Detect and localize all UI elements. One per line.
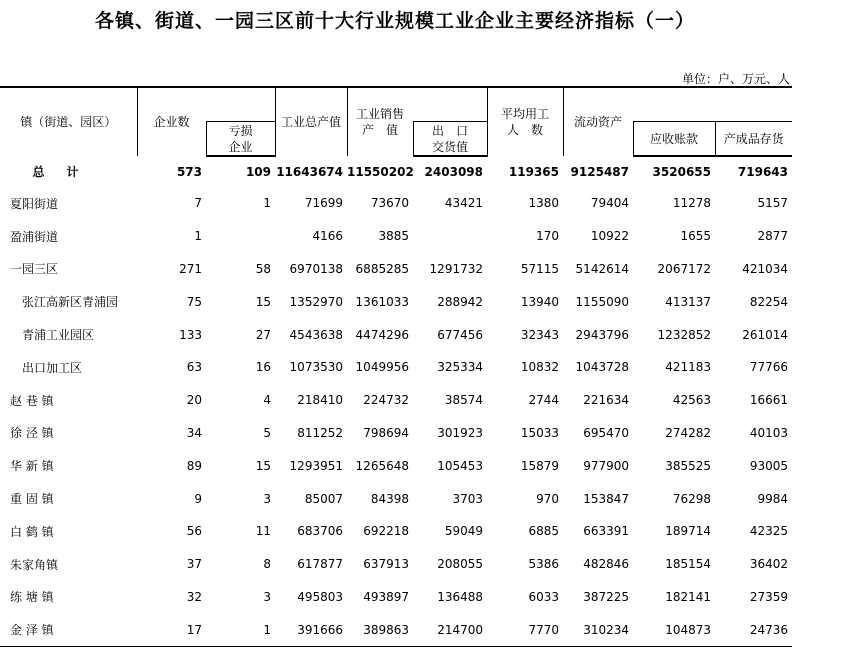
cell-loss: [206, 220, 275, 253]
cell-output: 391666: [275, 613, 347, 646]
cell-inventory: 16661: [749, 393, 788, 408]
cell-town-name: 出口加工区: [22, 360, 83, 375]
cell-loss: 4: [263, 393, 271, 408]
cell-sales: 3885: [378, 229, 409, 244]
cell-current-assets: 310234: [563, 613, 633, 646]
header-export: [413, 122, 487, 157]
cell-sales: 6885285: [355, 261, 409, 276]
cell-receivables: 413137: [665, 294, 711, 309]
cell-enterprises: 7: [194, 196, 202, 211]
cell-output: 85007: [304, 491, 343, 506]
indicator-table: [0, 86, 792, 647]
header-loss-line2: 企业: [228, 139, 253, 154]
cell-sales: 692218: [363, 524, 409, 539]
cell-enterprises: 75: [186, 294, 202, 309]
cell-town-name: 金 泽 镇: [0, 613, 137, 646]
cell-enterprises: 133: [179, 327, 202, 342]
table-row: [0, 548, 792, 581]
header-employees: [487, 87, 563, 156]
cell-inventory: 77766: [749, 360, 788, 375]
cell-receivables: 385525: [665, 458, 711, 473]
cell-current-assets: 977900: [583, 458, 629, 473]
header-inventory: 产成品存货: [715, 122, 792, 157]
cell-sales: 798694: [363, 425, 409, 440]
cell-sales: 1049956: [355, 360, 409, 375]
cell-receivables: 2067172: [657, 261, 711, 276]
cell-inventory: 5157: [757, 196, 788, 211]
cell-loss: 1: [206, 613, 275, 646]
cell-inventory: 719643: [737, 165, 788, 179]
cell-receivables: 76298: [672, 491, 711, 506]
cell-enterprises: 89: [186, 458, 202, 473]
cell-town-name: 盈浦街道: [10, 229, 59, 244]
cell-employees: 5386: [528, 557, 559, 572]
cell-employees: 6033: [528, 589, 559, 604]
cell-employees: 6885: [528, 524, 559, 539]
cell-town-name: 重 固 镇: [10, 492, 54, 507]
cell-export: 59049: [444, 524, 483, 539]
cell-sales: 4474296: [355, 327, 409, 342]
cell-receivables: 11278: [672, 196, 711, 211]
cell-output: 811252: [297, 425, 343, 440]
header-output: 工业总产值: [275, 87, 347, 156]
cell-receivables: 1232852: [657, 327, 711, 342]
cell-inventory: 421034: [742, 261, 788, 276]
cell-inventory: 82254: [749, 294, 788, 309]
table-row: [0, 187, 792, 220]
cell-loss: 11: [255, 524, 271, 539]
cell-enterprises: 9: [194, 491, 202, 506]
cell-town-name: 朱家角镇: [10, 557, 59, 572]
header-sales-line1: 工业销售: [355, 107, 404, 121]
cell-export: 38574: [444, 393, 483, 408]
cell-export: 288942: [437, 294, 483, 309]
cell-enterprises: 573: [176, 164, 202, 179]
cell-town-name: 白 鹤 镇: [10, 524, 54, 539]
cell-loss: 8: [263, 557, 271, 572]
header-loss: [206, 122, 275, 157]
header-export-line1: 出 口: [431, 123, 468, 138]
cell-loss: 1: [263, 196, 271, 211]
cell-enterprises: 17: [137, 613, 206, 646]
cell-export: 105453: [437, 458, 483, 473]
header-enterprises: 企业数: [137, 87, 206, 156]
cell-receivables: 421183: [665, 360, 711, 375]
cell-current-assets: 695470: [583, 425, 629, 440]
cell-inventory: 42325: [749, 524, 788, 539]
cell-enterprises: 1: [194, 229, 202, 244]
header-employees-line1: 平均用工: [500, 107, 549, 121]
cell-export: 301923: [437, 425, 483, 440]
header-inventory-spacer: [715, 87, 792, 122]
cell-output: 1073530: [289, 360, 343, 375]
cell-export: 43421: [444, 196, 483, 211]
cell-current-assets: 79404: [590, 196, 629, 211]
total-row: [0, 156, 792, 187]
cell-output: 11643674: [276, 164, 343, 179]
table-row: [0, 515, 792, 548]
header-loss-spacer: [206, 87, 275, 122]
cell-loss: 58: [255, 261, 271, 276]
table-row: [0, 318, 792, 351]
cell-loss: 109: [245, 165, 271, 179]
table-row: [0, 449, 792, 482]
cell-sales: 1265648: [355, 458, 409, 473]
header-sales: [347, 87, 413, 156]
cell-current-assets: 153847: [583, 491, 629, 506]
cell-current-assets: 663391: [583, 524, 629, 539]
cell-town-name: 张江高新区青浦园: [22, 295, 119, 310]
cell-employees: 13940: [520, 294, 559, 309]
table-row: [0, 351, 792, 384]
unit-label: 单位：户、万元、人: [681, 72, 790, 86]
cell-sales: 493897: [363, 589, 409, 604]
cell-current-assets: 221634: [583, 393, 629, 408]
cell-town-name: 华 新 镇: [10, 459, 54, 474]
header-export-spacer: [413, 87, 487, 122]
cell-sales: 224732: [363, 393, 409, 408]
report-title: 各镇、街道、一园三区前十大行业规模工业企业主要经济指标（一）: [94, 10, 695, 32]
cell-receivables: 189714: [665, 524, 711, 539]
header-receivables-spacer: [633, 87, 715, 122]
cell-export: [413, 220, 487, 253]
cell-export: 214700: [413, 613, 487, 646]
cell-export: 208055: [437, 557, 483, 572]
cell-loss: 15: [255, 294, 271, 309]
header-current-assets: 流动资产: [563, 87, 633, 156]
cell-output: 495803: [297, 589, 343, 604]
cell-current-assets: 1043728: [575, 360, 629, 375]
cell-sales: 1361033: [355, 294, 409, 309]
cell-export: 2403098: [424, 165, 483, 179]
cell-current-assets: 482846: [583, 557, 629, 572]
cell-town-name: 徐 泾 镇: [10, 426, 54, 441]
cell-export: 1291732: [429, 261, 483, 276]
table-row: [0, 581, 792, 614]
cell-employees: 970: [536, 491, 559, 506]
cell-sales: 637913: [363, 557, 409, 572]
cell-output: 218410: [297, 393, 343, 408]
cell-current-assets: 10922: [590, 229, 629, 244]
cell-employees: 7770: [487, 613, 563, 646]
header-sales-line2: 产 值: [361, 123, 398, 137]
total-label: 总计: [32, 165, 101, 179]
cell-output: 1352970: [289, 294, 343, 309]
cell-enterprises: 271: [179, 261, 202, 276]
cell-output: 683706: [297, 524, 343, 539]
cell-town-name: 赵 巷 镇: [10, 393, 54, 408]
cell-receivables: 42563: [672, 393, 711, 408]
cell-sales: 11550202: [347, 164, 414, 179]
header-receivables: 应收账款: [633, 122, 715, 157]
cell-receivables: 104873: [633, 613, 715, 646]
cell-enterprises: 37: [186, 557, 202, 572]
cell-output: 617877: [297, 557, 343, 572]
table-row: [0, 417, 792, 450]
header-town: 镇（街道、园区）: [0, 87, 137, 156]
cell-sales: 73670: [370, 196, 409, 211]
cell-output: 6970138: [289, 261, 343, 276]
cell-enterprises: 32: [186, 589, 202, 604]
cell-town-name: 青浦工业园区: [22, 328, 95, 343]
cell-inventory: 9984: [757, 491, 788, 506]
cell-loss: 16: [255, 360, 271, 375]
cell-current-assets: 387225: [583, 589, 629, 604]
cell-employees: 57115: [520, 261, 559, 276]
cell-sales: 389863: [347, 613, 413, 646]
cell-receivables: 182141: [665, 589, 711, 604]
cell-export: 136488: [437, 589, 483, 604]
cell-town-name: 一园三区: [10, 262, 59, 277]
cell-employees: 15033: [520, 425, 559, 440]
cell-output: 1293951: [289, 458, 343, 473]
cell-receivables: 185154: [665, 557, 711, 572]
cell-export: 3703: [452, 491, 483, 506]
cell-employees: 170: [536, 229, 559, 244]
table-body: [0, 156, 792, 647]
header-loss-line1: 亏损: [228, 123, 253, 138]
cell-inventory: 36402: [749, 557, 788, 572]
table-row: [0, 285, 792, 318]
cell-enterprises: 20: [186, 393, 202, 408]
cell-current-assets: 5142614: [575, 261, 629, 276]
cell-employees: 15879: [520, 458, 559, 473]
cell-employees: 32343: [520, 327, 559, 342]
cell-current-assets: 9125487: [570, 164, 629, 179]
table-row: [0, 384, 792, 417]
cell-loss: 5: [263, 425, 271, 440]
cell-loss: 15: [255, 458, 271, 473]
cell-inventory: 261014: [742, 327, 788, 342]
cell-inventory: 24736: [715, 613, 792, 646]
table-row: [0, 613, 792, 646]
cell-export: 325334: [437, 360, 483, 375]
cell-employees: 1380: [528, 196, 559, 211]
table-row: [0, 253, 792, 286]
cell-receivables: 3520655: [652, 165, 711, 179]
cell-inventory: 2877: [757, 229, 788, 244]
table-header: [0, 87, 792, 156]
cell-loss: 3: [263, 589, 271, 604]
cell-export: 677456: [437, 327, 483, 342]
cell-enterprises: 56: [186, 524, 202, 539]
cell-receivables: 274282: [665, 425, 711, 440]
cell-output: 4543638: [289, 327, 343, 342]
cell-output: 4166: [312, 229, 343, 244]
cell-sales: 84398: [370, 491, 409, 506]
cell-current-assets: 2943796: [575, 327, 629, 342]
table-row: [0, 220, 792, 253]
cell-output: 71699: [304, 196, 343, 211]
cell-inventory: 27359: [749, 589, 788, 604]
cell-loss: 27: [255, 327, 271, 342]
cell-current-assets: 1155090: [575, 294, 629, 309]
cell-receivables: 1655: [680, 229, 711, 244]
header-employees-line2: 人 数: [506, 123, 543, 137]
cell-employees: 119365: [508, 164, 559, 179]
cell-inventory: 93005: [749, 458, 788, 473]
cell-inventory: 40103: [749, 425, 788, 440]
table-row: [0, 482, 792, 515]
cell-loss: 3: [263, 491, 271, 506]
cell-enterprises: 34: [186, 425, 202, 440]
cell-town-name: 练 塘 镇: [10, 590, 54, 605]
cell-employees: 2744: [528, 393, 559, 408]
cell-town-name: 夏阳街道: [10, 196, 59, 211]
header-export-line2: 交货值: [431, 139, 468, 154]
cell-employees: 10832: [520, 360, 559, 375]
cell-enterprises: 63: [186, 360, 202, 375]
